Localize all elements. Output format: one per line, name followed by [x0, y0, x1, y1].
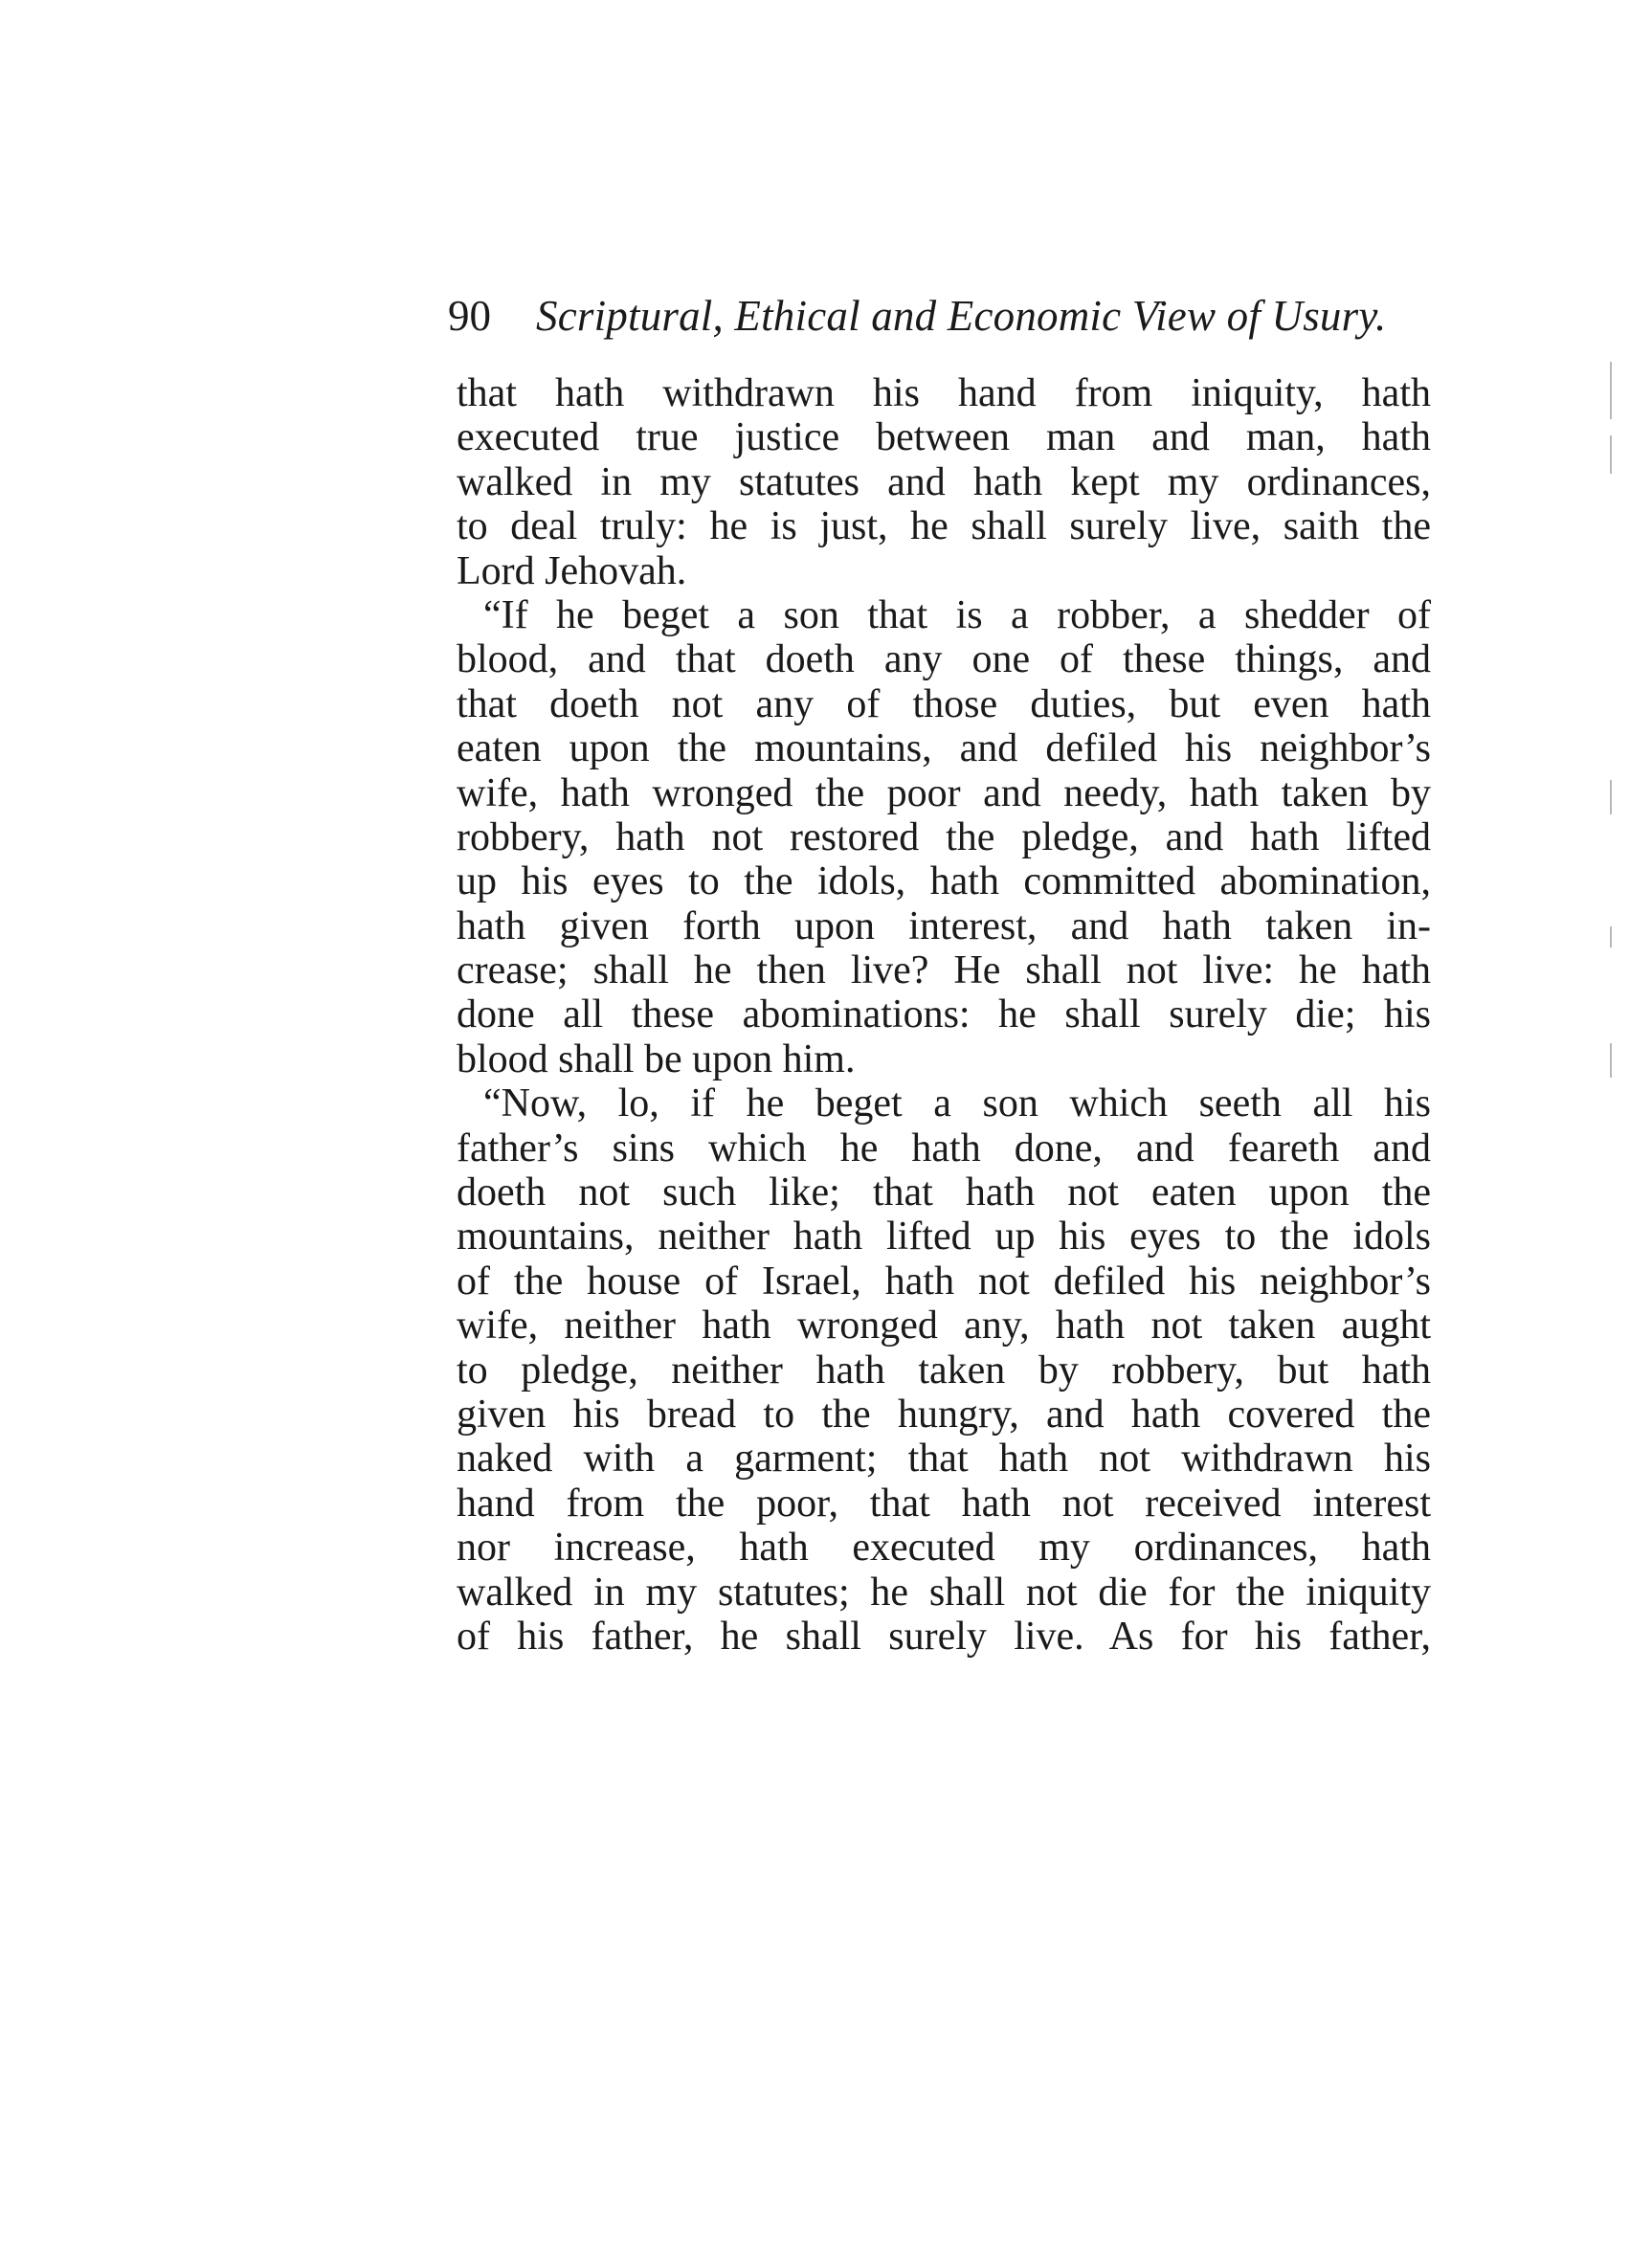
text-line: hand from the poor, that hath not received interest: [457, 1481, 1431, 1526]
text-line: to pledge, neither hath taken by robbery, but hath: [457, 1348, 1431, 1393]
text-line: walked in my statutes; he shall not die for the iniquity: [457, 1570, 1431, 1615]
scan-mark: [1610, 926, 1612, 947]
text-line: to deal truly: he is just, he shall surely live, saith the: [457, 504, 1431, 549]
text-line: crease; shall he then live? He shall not live: he hath: [457, 948, 1431, 993]
text-line: that hath withdrawn his hand from iniquity, hath: [457, 371, 1431, 415]
text-line: hath given forth upon interest, and hath taken in-: [457, 903, 1431, 948]
text-line: father’s sins which he hath done, and feareth and: [457, 1126, 1431, 1170]
scan-mark: [1610, 1043, 1612, 1078]
scan-mark: [1610, 362, 1612, 419]
text-line: “Now, lo, if he beget a son which seeth all his: [483, 1081, 1431, 1126]
text-line: nor increase, hath executed my ordinances, hath: [457, 1526, 1431, 1571]
text-line: wife, neither hath wronged any, hath not taken aught: [457, 1304, 1431, 1348]
scan-mark: [1610, 435, 1612, 474]
text-line: walked in my statutes and hath kept my ordinances,: [457, 459, 1431, 504]
text-line: executed true justice between man and man, hath: [457, 415, 1431, 460]
text-line: “If he beget a son that is a robber, a shedder of: [483, 592, 1431, 637]
text-line: robbery, hath not restored the pledge, and hath lifted: [457, 814, 1431, 859]
running-head: Scriptural, Ethical and Economic View of Usury.: [536, 292, 1387, 340]
text-line: of his father, he shall surely live. As for his father,: [457, 1614, 1431, 1659]
text-line: naked with a garment; that hath not withdrawn his: [457, 1437, 1431, 1482]
text-line: Lord Jehovah.: [457, 548, 687, 593]
text-line: doeth not such like; that hath not eaten upon the: [457, 1170, 1431, 1215]
body-text: [457, 371, 1431, 1659]
text-line: done all these abominations: he shall surely die; his: [457, 992, 1431, 1037]
scan-mark: [1610, 780, 1612, 814]
text-line: eaten upon the mountains, and defiled his neighbor’s: [457, 726, 1431, 771]
text-line: given his bread to the hungry, and hath covered the: [457, 1392, 1431, 1437]
page-number: 90: [448, 292, 491, 340]
scan-margin-marks: [1595, 0, 1652, 2251]
page-header: [448, 287, 1443, 345]
text-line: up his eyes to the idols, hath committed abomination,: [457, 859, 1431, 904]
text-line: that doeth not any of those duties, but even hath: [457, 681, 1431, 726]
text-line: wife, hath wronged the poor and needy, hath taken by: [457, 770, 1431, 815]
text-line: blood shall be upon him.: [457, 1036, 856, 1081]
text-line: mountains, neither hath lifted up his eyes to the idols: [457, 1215, 1431, 1259]
text-line: of the house of Israel, hath not defiled his neighbor’s: [457, 1259, 1431, 1304]
text-line: blood, and that doeth any one of these things, and: [457, 637, 1431, 682]
